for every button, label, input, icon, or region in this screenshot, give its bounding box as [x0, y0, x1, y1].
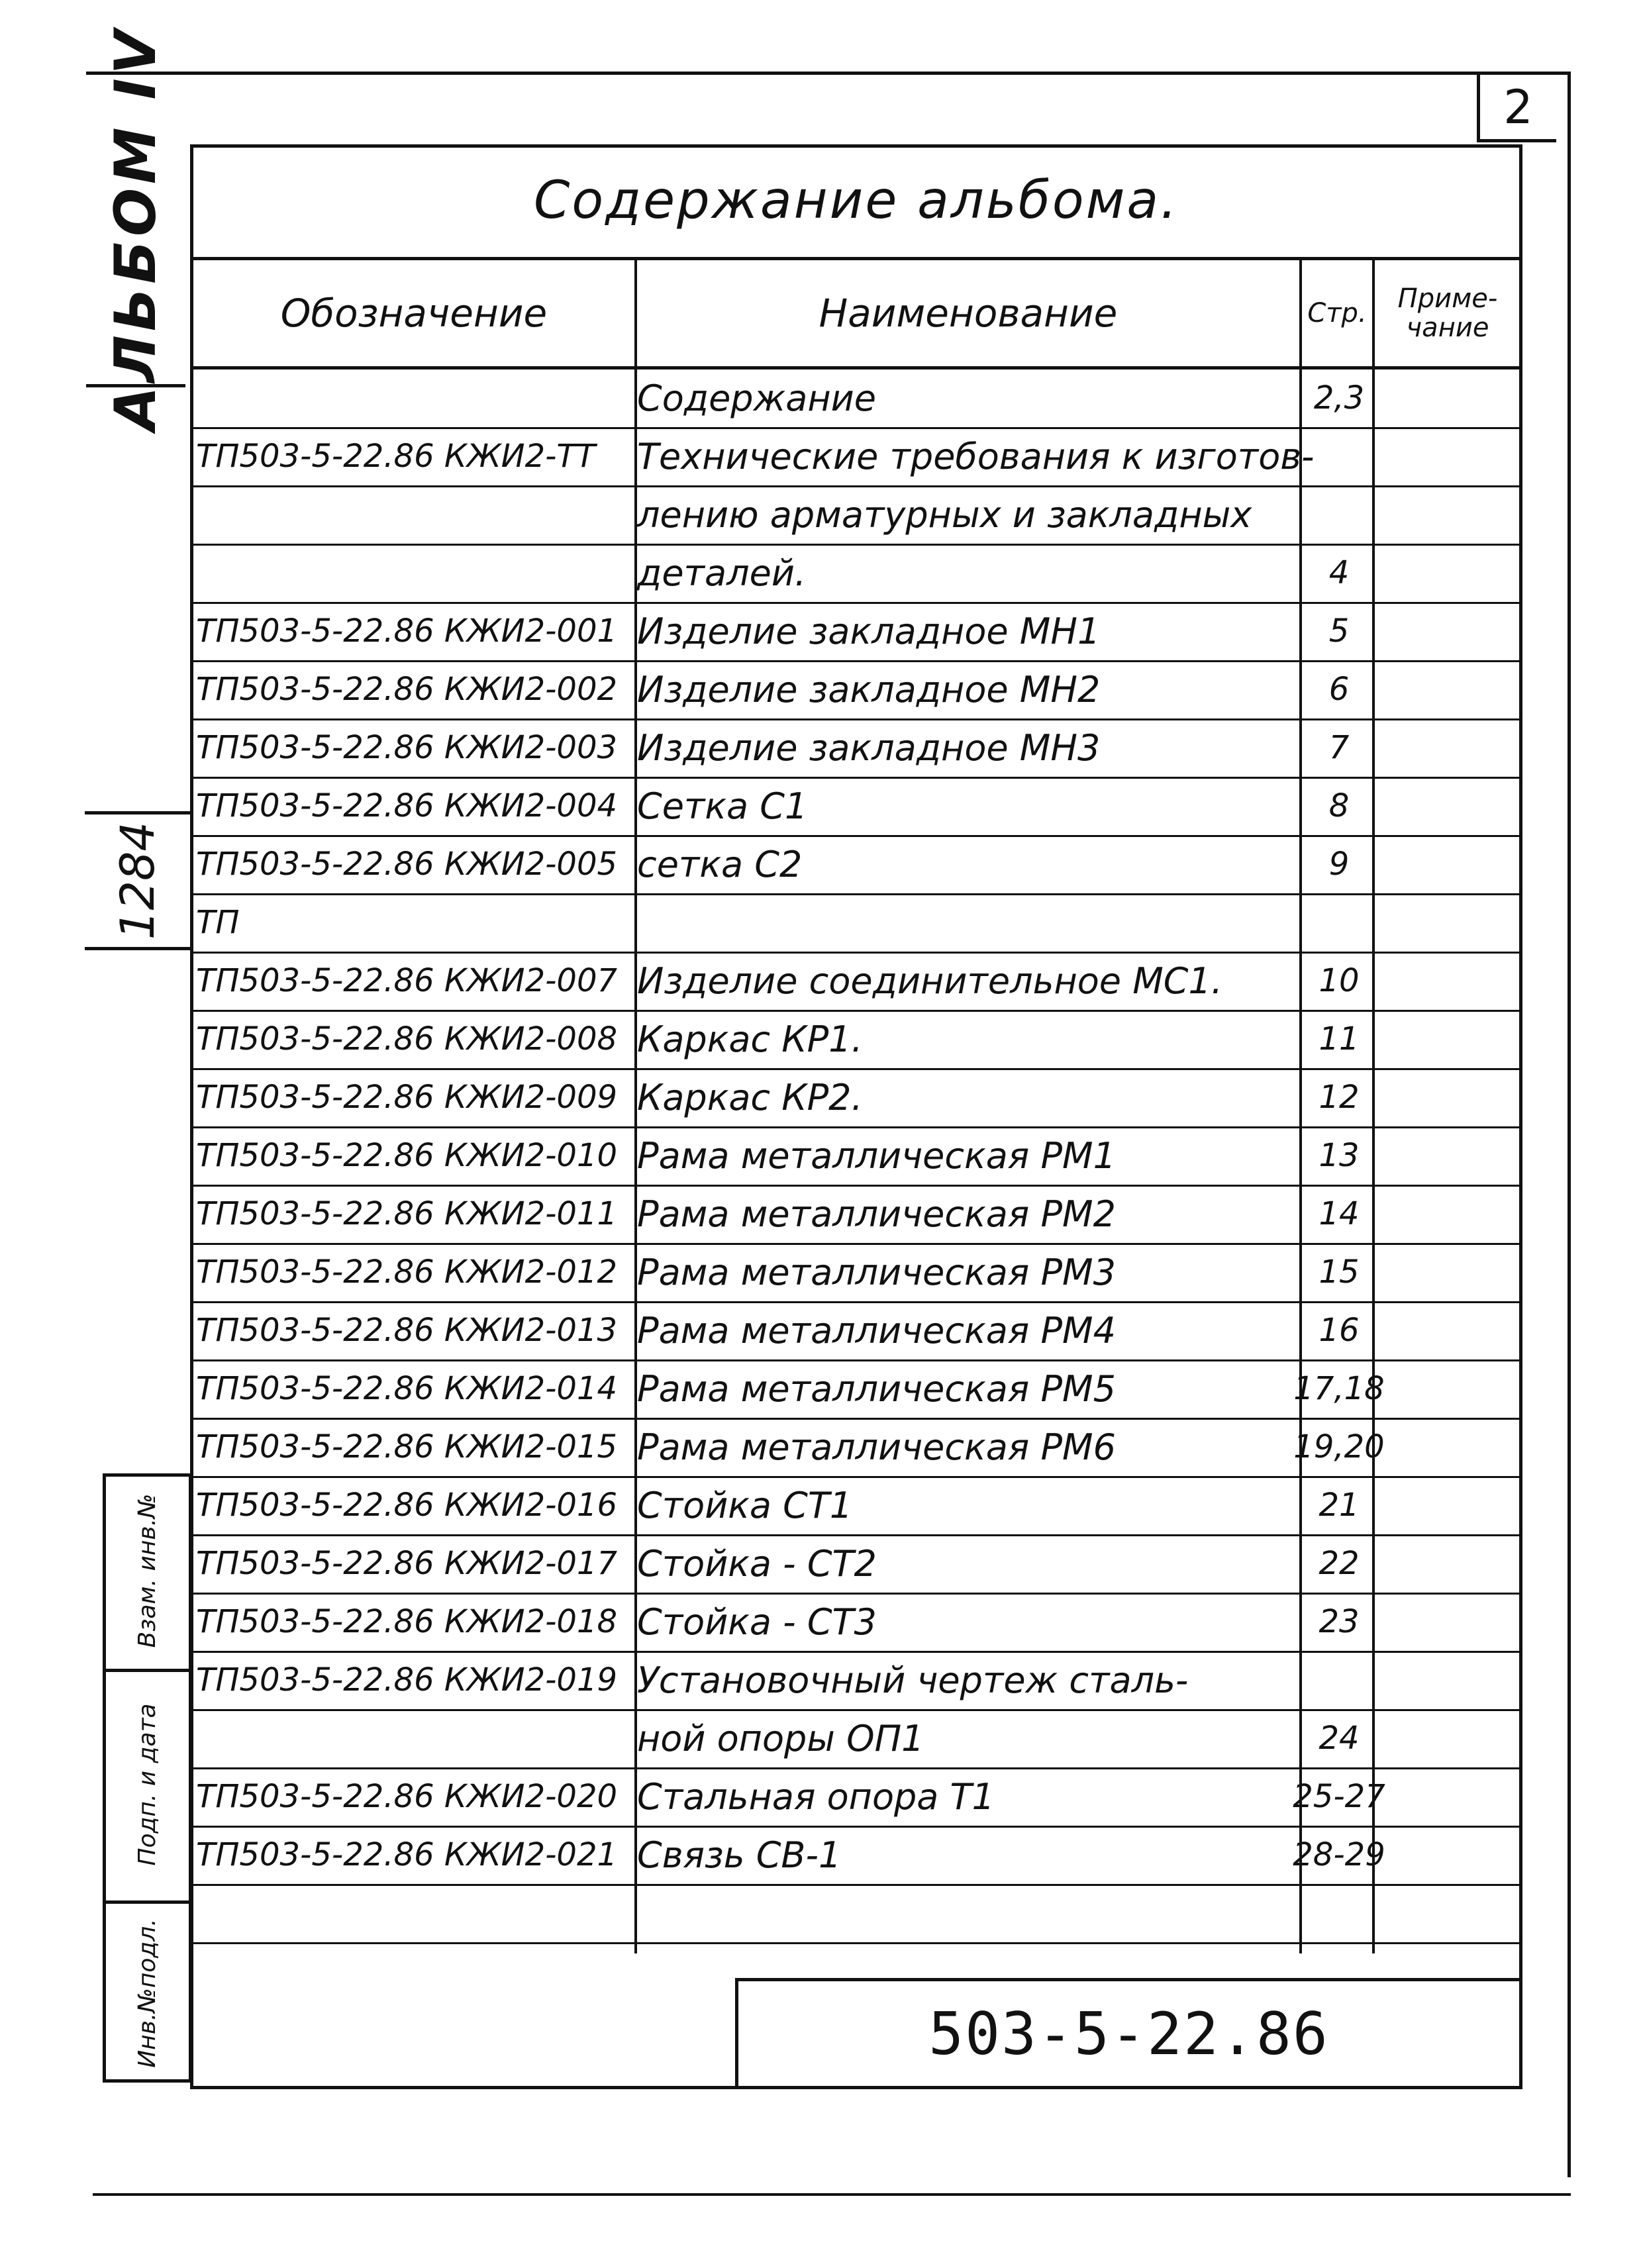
row-page: 19,20	[1293, 1428, 1385, 1465]
row-page: 21	[1319, 1487, 1360, 1524]
row-name: Каркас КР2.	[637, 1076, 863, 1118]
row-designation: ТП503-5-22.86 КЖИ2-003	[196, 729, 618, 766]
registration-number: 1284	[111, 821, 165, 940]
row-name: Содержание	[637, 377, 876, 419]
row-name: Стойка СТ1	[637, 1484, 853, 1526]
row-page	[1303, 1651, 1375, 1709]
header-designation: Обозначение	[280, 291, 548, 336]
row-page: 10	[1319, 962, 1360, 999]
row-designation: ТП503-5-22.86 КЖИ2-009	[196, 1079, 618, 1116]
row-designation: ТП	[196, 904, 240, 941]
row-name: Установочный чертеж сталь-	[637, 1659, 1189, 1701]
row-page: 28-29	[1293, 1836, 1385, 1873]
row-designation: ТП503-5-22.86 КЖИ2-010	[196, 1137, 618, 1174]
row-name: Изделие закладное МН3	[637, 726, 1101, 769]
row-designation: ТП503-5-22.86 КЖИ2-017	[196, 1545, 618, 1582]
row-page: 14	[1319, 1195, 1360, 1232]
row-name: сетка С2	[637, 843, 803, 885]
row-designation: ТП503-5-22.86 КЖИ2-015	[196, 1428, 618, 1465]
row-name: Рама металлическая РМ3	[637, 1251, 1116, 1293]
stamp-replaced-inventory: Взам. инв.№	[133, 1493, 161, 1648]
row-name: Рама металлическая РМ1	[637, 1134, 1116, 1177]
row-page: 25-27	[1293, 1778, 1385, 1815]
row-page: 8	[1328, 787, 1350, 824]
row-name: Изделие закладное МН2	[637, 668, 1101, 711]
row-designation: ТП503-5-22.86 КЖИ2-020	[196, 1778, 618, 1815]
row-designation	[196, 369, 626, 427]
row-name: Рама металлическая РМ2	[637, 1193, 1116, 1235]
row-designation: ТП503-5-22.86 КЖИ2-007	[196, 962, 618, 999]
row-name	[637, 1884, 1299, 1942]
row-name: Изделие закладное МН1	[637, 610, 1101, 652]
row-page: 13	[1319, 1137, 1360, 1174]
row-page: 16	[1319, 1312, 1360, 1349]
row-name: лению арматурных и закладных	[637, 493, 1252, 536]
row-page: 24	[1319, 1720, 1360, 1757]
row-page	[1303, 485, 1375, 544]
header-page-label: Стр.	[1307, 298, 1367, 328]
row-page: 6	[1328, 671, 1350, 708]
stamp-original-inventory: Инв.№подл.	[133, 1918, 161, 2068]
page-bottom-rule	[93, 2193, 1571, 2196]
row-name: Стойка - СТ2	[637, 1542, 877, 1585]
row-name: Каркас КР1.	[637, 1018, 863, 1060]
album-label: АЛЬБОМ IV	[103, 26, 169, 431]
row-designation: ТП503-5-22.86 КЖИ2-002	[196, 671, 618, 708]
row-designation	[196, 485, 626, 544]
row-page: 15	[1319, 1254, 1360, 1291]
row-page: 4	[1328, 554, 1350, 591]
row-designation: ТП503-5-22.86 КЖИ2-012	[196, 1254, 618, 1291]
row-designation	[196, 544, 626, 602]
row-name: Изделие соединительное МС1.	[637, 960, 1223, 1002]
row-name: Стойка - СТ3	[637, 1601, 877, 1643]
row-page: 7	[1328, 729, 1350, 766]
row-designation: ТП503-5-22.86 КЖИ2-014	[196, 1370, 618, 1407]
row-name: Сетка С1	[637, 785, 808, 827]
header-note-line2: чание	[1406, 313, 1489, 343]
header-note-line1: Приме-	[1397, 283, 1498, 314]
row-page: 9	[1328, 846, 1350, 883]
header-note	[1375, 260, 1520, 366]
row-page	[1303, 1884, 1375, 1942]
row-designation: ТП503-5-22.86 КЖИ2-004	[196, 787, 618, 824]
header-page	[1302, 260, 1372, 366]
row-page: 23	[1319, 1603, 1360, 1640]
row-page: 2,3	[1313, 379, 1365, 417]
row-designation: ТП503-5-22.86 КЖИ2-008	[196, 1020, 618, 1058]
row-name: Связь СВ-1	[637, 1834, 842, 1876]
row-name: Рама металлическая РМ5	[637, 1367, 1116, 1410]
row-page	[1303, 427, 1375, 485]
row-rule	[190, 1942, 1522, 1944]
row-page: 11	[1319, 1020, 1360, 1058]
row-name: Рама металлическая РМ4	[637, 1309, 1116, 1352]
document-designation: 503-5-22.86	[928, 1999, 1329, 2068]
row-designation: ТП503-5-22.86 КЖИ2-013	[196, 1312, 618, 1349]
row-designation	[196, 1884, 626, 1942]
row-page	[1303, 893, 1375, 952]
row-page: 5	[1328, 613, 1350, 650]
row-name	[637, 893, 1299, 952]
row-designation: ТП503-5-22.86 КЖИ2-001	[196, 613, 618, 650]
row-designation: ТП503-5-22.86 КЖИ2-011	[196, 1195, 618, 1232]
row-page: 22	[1319, 1545, 1360, 1582]
row-designation: ТП503-5-22.86 КЖИ2-005	[196, 846, 618, 883]
page-title: Содержание альбома.	[533, 171, 1179, 230]
header-name: Наименование	[819, 291, 1118, 336]
row-name: Стальная опора Т1	[637, 1775, 995, 1818]
row-page: 12	[1319, 1079, 1360, 1116]
row-designation: ТП503-5-22.86 КЖИ2-019	[196, 1661, 618, 1699]
row-designation	[196, 1709, 626, 1767]
row-page: 17,18	[1293, 1370, 1385, 1407]
row-designation: ТП503-5-22.86 КЖИ2-ТТ	[196, 438, 596, 475]
row-designation: ТП503-5-22.86 КЖИ2-016	[196, 1487, 618, 1524]
page-number: 2	[1477, 75, 1556, 142]
row-designation: ТП503-5-22.86 КЖИ2-018	[196, 1603, 618, 1640]
row-name: Технические требования к изготов-	[637, 435, 1315, 477]
stamp-signature-date: Подп. и дата	[133, 1703, 161, 1866]
row-designation: ТП503-5-22.86 КЖИ2-021	[196, 1836, 618, 1873]
row-name: деталей.	[637, 552, 807, 594]
row-name: ной опоры ОП1	[637, 1717, 924, 1759]
column-divider	[1299, 258, 1302, 1953]
row-name: Рама металлическая РМ6	[637, 1426, 1116, 1468]
